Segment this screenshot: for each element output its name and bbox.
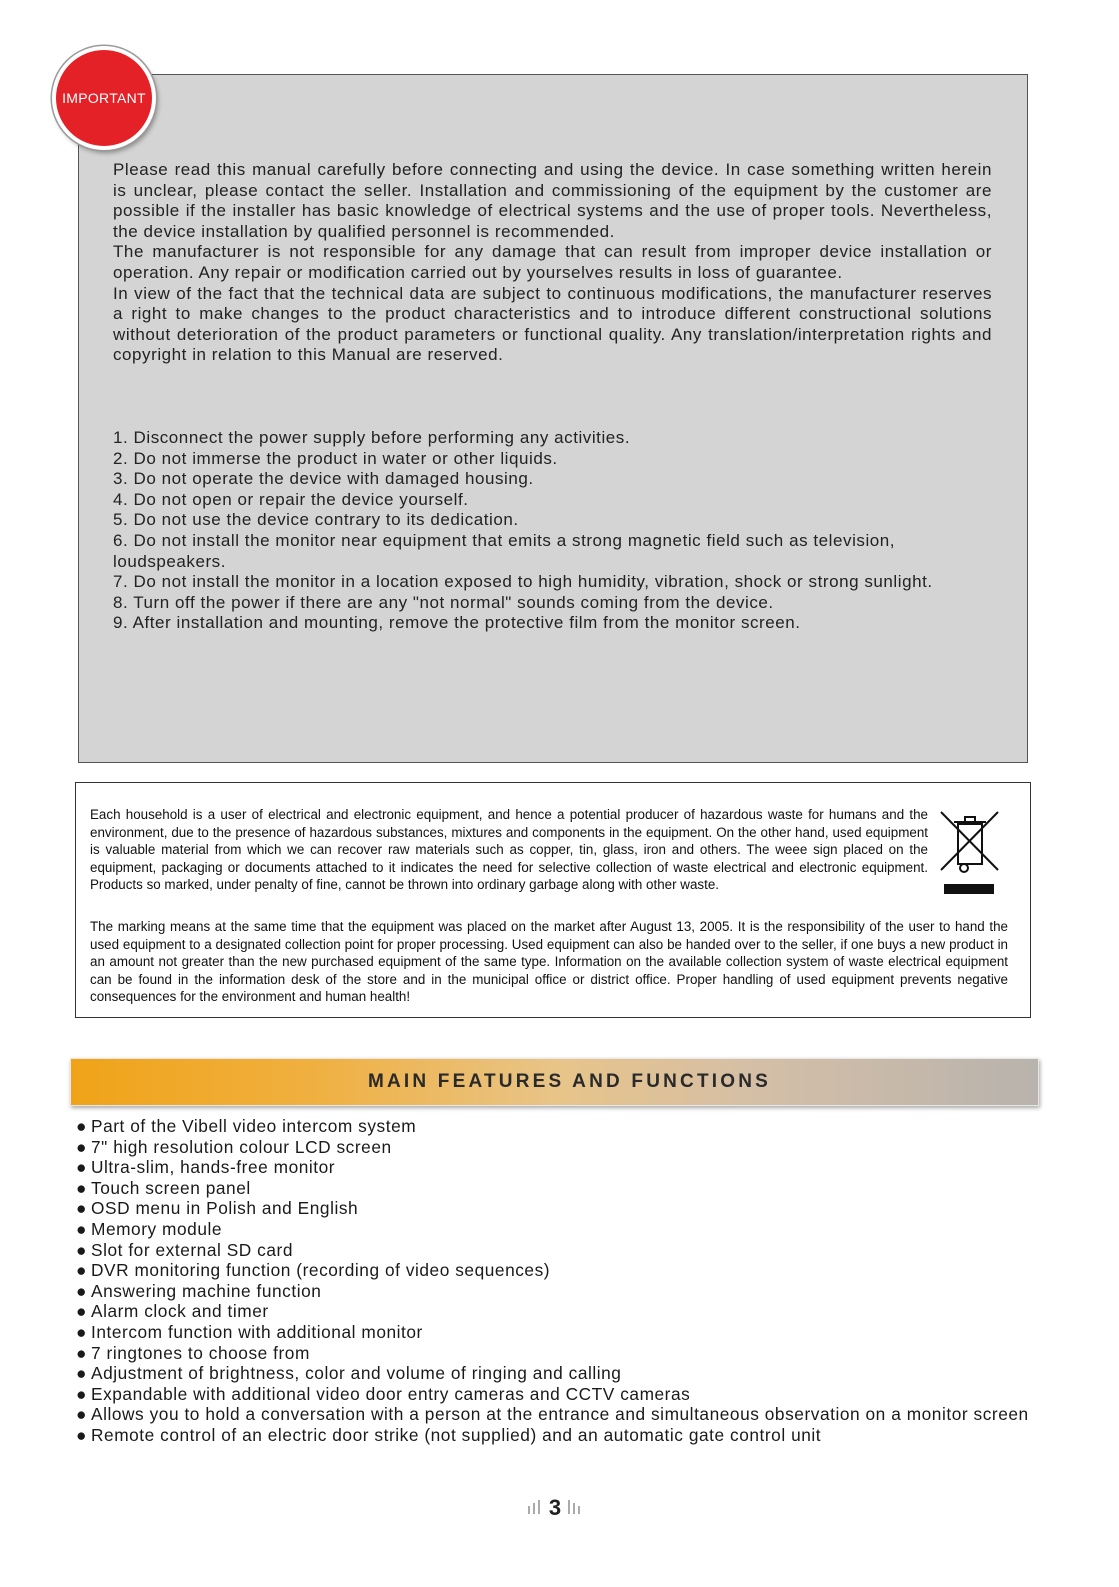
feature-item-text: Remote control of an electric door strike (not supplied) and an automatic gate control unit [91, 1424, 822, 1445]
feature-item-text: Touch screen panel [91, 1177, 251, 1198]
safety-instruction-item: 7. Do not install the monitor in a location exposed to high humidity, vibration, shock or strong sunlight. [113, 572, 933, 592]
bullet: ● [76, 1321, 87, 1342]
important-paragraph: The manufacturer is not responsible for any damage that can result from improper device installation or operation. Any repair or modification carried out by yourselves results in loss of guarantee. [113, 242, 992, 282]
bullet: ● [76, 1136, 87, 1157]
important-badge [52, 46, 156, 150]
feature-item-text: Alarm clock and timer [91, 1301, 269, 1322]
bullet: ● [76, 1404, 87, 1425]
safety-instruction-item: 8. Turn off the power if there are any "not normal" sounds coming from the device. [113, 592, 774, 612]
feature-item [76, 1219, 1046, 1240]
feature-item-text: Answering machine function [91, 1280, 322, 1301]
feature-item [76, 1198, 1046, 1219]
safety-instruction-item: 2. Do not immerse the product in water or other liquids. [113, 448, 558, 468]
safety-instruction-item: 3. Do not operate the device with damaged housing. [113, 469, 534, 489]
feature-item-text: 7" high resolution colour LCD screen [91, 1136, 392, 1157]
bullet: ● [76, 1116, 87, 1136]
safety-instructions-list [113, 428, 992, 634]
feature-item-text: Intercom function with additional monitor [91, 1321, 423, 1342]
feature-item [76, 1240, 1046, 1261]
bullet: ● [76, 1260, 87, 1281]
feature-item [76, 1322, 1046, 1343]
feature-item-text: Allows you to hold a conversation with a person at the entrance and simultaneous observation on a monitor screen [91, 1404, 1029, 1425]
safety-instruction-item: 1. Disconnect the power supply before performing any activities. [113, 428, 631, 447]
page-marker-right-icon [567, 1498, 583, 1518]
safety-instruction-item: 6. Do not install the monitor near equipment that emits a strong magnetic field such as television, loudspeakers. [113, 530, 896, 571]
features-list [76, 1116, 1046, 1446]
feature-item-text: 7 ringtones to choose from [91, 1342, 310, 1363]
weee-paragraph: Each household is a user of electrical and electronic equipment, and hence a potential producer of hazardous waste for humans and the environment, due to the presence of hazardous substances, mixtures and components in the equipment. On the other hand, used equipment is valuable material from which we can recover raw materials such as copper, tin, glass, iron and others. The weee sign placed on the equipment, packaging or documents attached to it indicates the need for selective collection of waste electrical and electronic equipment. Products so marked, under penalty of fine, cannot be thrown into ordinary garbage along with other waste. [90, 807, 928, 893]
safety-instruction-item: 9. After installation and mounting, remove the protective film from the monitor screen. [113, 613, 801, 633]
feature-item [76, 1425, 1046, 1446]
feature-item [76, 1281, 1046, 1302]
feature-item-text: Part of the Vibell video intercom system [91, 1116, 417, 1136]
feature-item [76, 1301, 1046, 1322]
feature-item [76, 1363, 1046, 1384]
weee-paragraph: The marking means at the same time that the equipment was placed on the market after August 13, 2005. It is the responsibility of the user to hand the used equipment to a designated collection point for proper processing. Used equipment can also be handed over to the seller, if one buys a new product in an amount not greater than the new purchased equipment of the same type. Information on the available collection system of waste electrical equipment can be found in the information desk of the store and in the municipal office or district office. Proper handling of used equipment prevents negative consequences for the environment and human health! [90, 919, 1008, 1005]
safety-instruction-item: 4. Do not open or repair the device yourself. [113, 489, 469, 509]
feature-item-text: Memory module [91, 1218, 223, 1239]
important-paragraph: In view of the fact that the technical data are subject to continuous modifications, the manufacturer reserves a right to make changes to the product characteristics and to introduce different constructional solutions without deterioration of the product parameters or functional quality. Any translation/interpretation rights and copyright in relation to this Manual are reserved. [113, 283, 992, 365]
bullet: ● [76, 1424, 87, 1445]
safety-instruction-item: 5. Do not use the device contrary to its dedication. [113, 510, 519, 530]
page-number: 3 [548, 1495, 562, 1520]
feature-item [76, 1343, 1046, 1364]
features-section-header [70, 1058, 1039, 1106]
important-badge-label: IMPORTANT [62, 90, 146, 106]
bullet: ● [76, 1383, 87, 1404]
bullet: ● [76, 1157, 87, 1178]
bullet: ● [76, 1239, 87, 1260]
bullet: ● [76, 1280, 87, 1301]
feature-item [76, 1157, 1046, 1178]
feature-item-text: Slot for external SD card [91, 1239, 294, 1260]
feature-item [76, 1404, 1046, 1425]
page-footer [520, 1494, 590, 1522]
feature-item [76, 1178, 1046, 1199]
feature-item [76, 1116, 1046, 1137]
important-paragraphs [113, 160, 992, 366]
feature-item-text: Ultra-slim, hands-free monitor [91, 1157, 336, 1178]
page-marker-left-icon [527, 1498, 543, 1518]
bullet: ● [76, 1363, 87, 1384]
bullet: ● [76, 1301, 87, 1322]
bullet: ● [76, 1177, 87, 1198]
bullet: ● [76, 1342, 87, 1363]
features-title: MAIN FEATURES AND FUNCTIONS [367, 1071, 772, 1092]
bullet: ● [76, 1218, 87, 1239]
feature-item-text: Expandable with additional video door entry cameras and CCTV cameras [91, 1383, 691, 1404]
feature-item-text: Adjustment of brightness, color and volume of ringing and calling [91, 1363, 622, 1384]
feature-item [76, 1260, 1046, 1281]
feature-item [76, 1384, 1046, 1405]
crossed-out-wheelie-bin-icon [938, 808, 1002, 896]
important-paragraph: Please read this manual carefully before connecting and using the device. In case something written herein is unclear, please contact the seller. Installation and commissioning of the equipment by the customer are possible if the installer has basic knowledge of electrical systems and the use of proper tools. Nevertheless, the device installation by qualified personnel is recommended. [113, 160, 992, 241]
feature-item-text: OSD menu in Polish and English [91, 1198, 359, 1219]
feature-item [76, 1137, 1046, 1158]
feature-item-text: DVR monitoring function (recording of video sequences) [91, 1260, 551, 1281]
bullet: ● [76, 1198, 87, 1219]
